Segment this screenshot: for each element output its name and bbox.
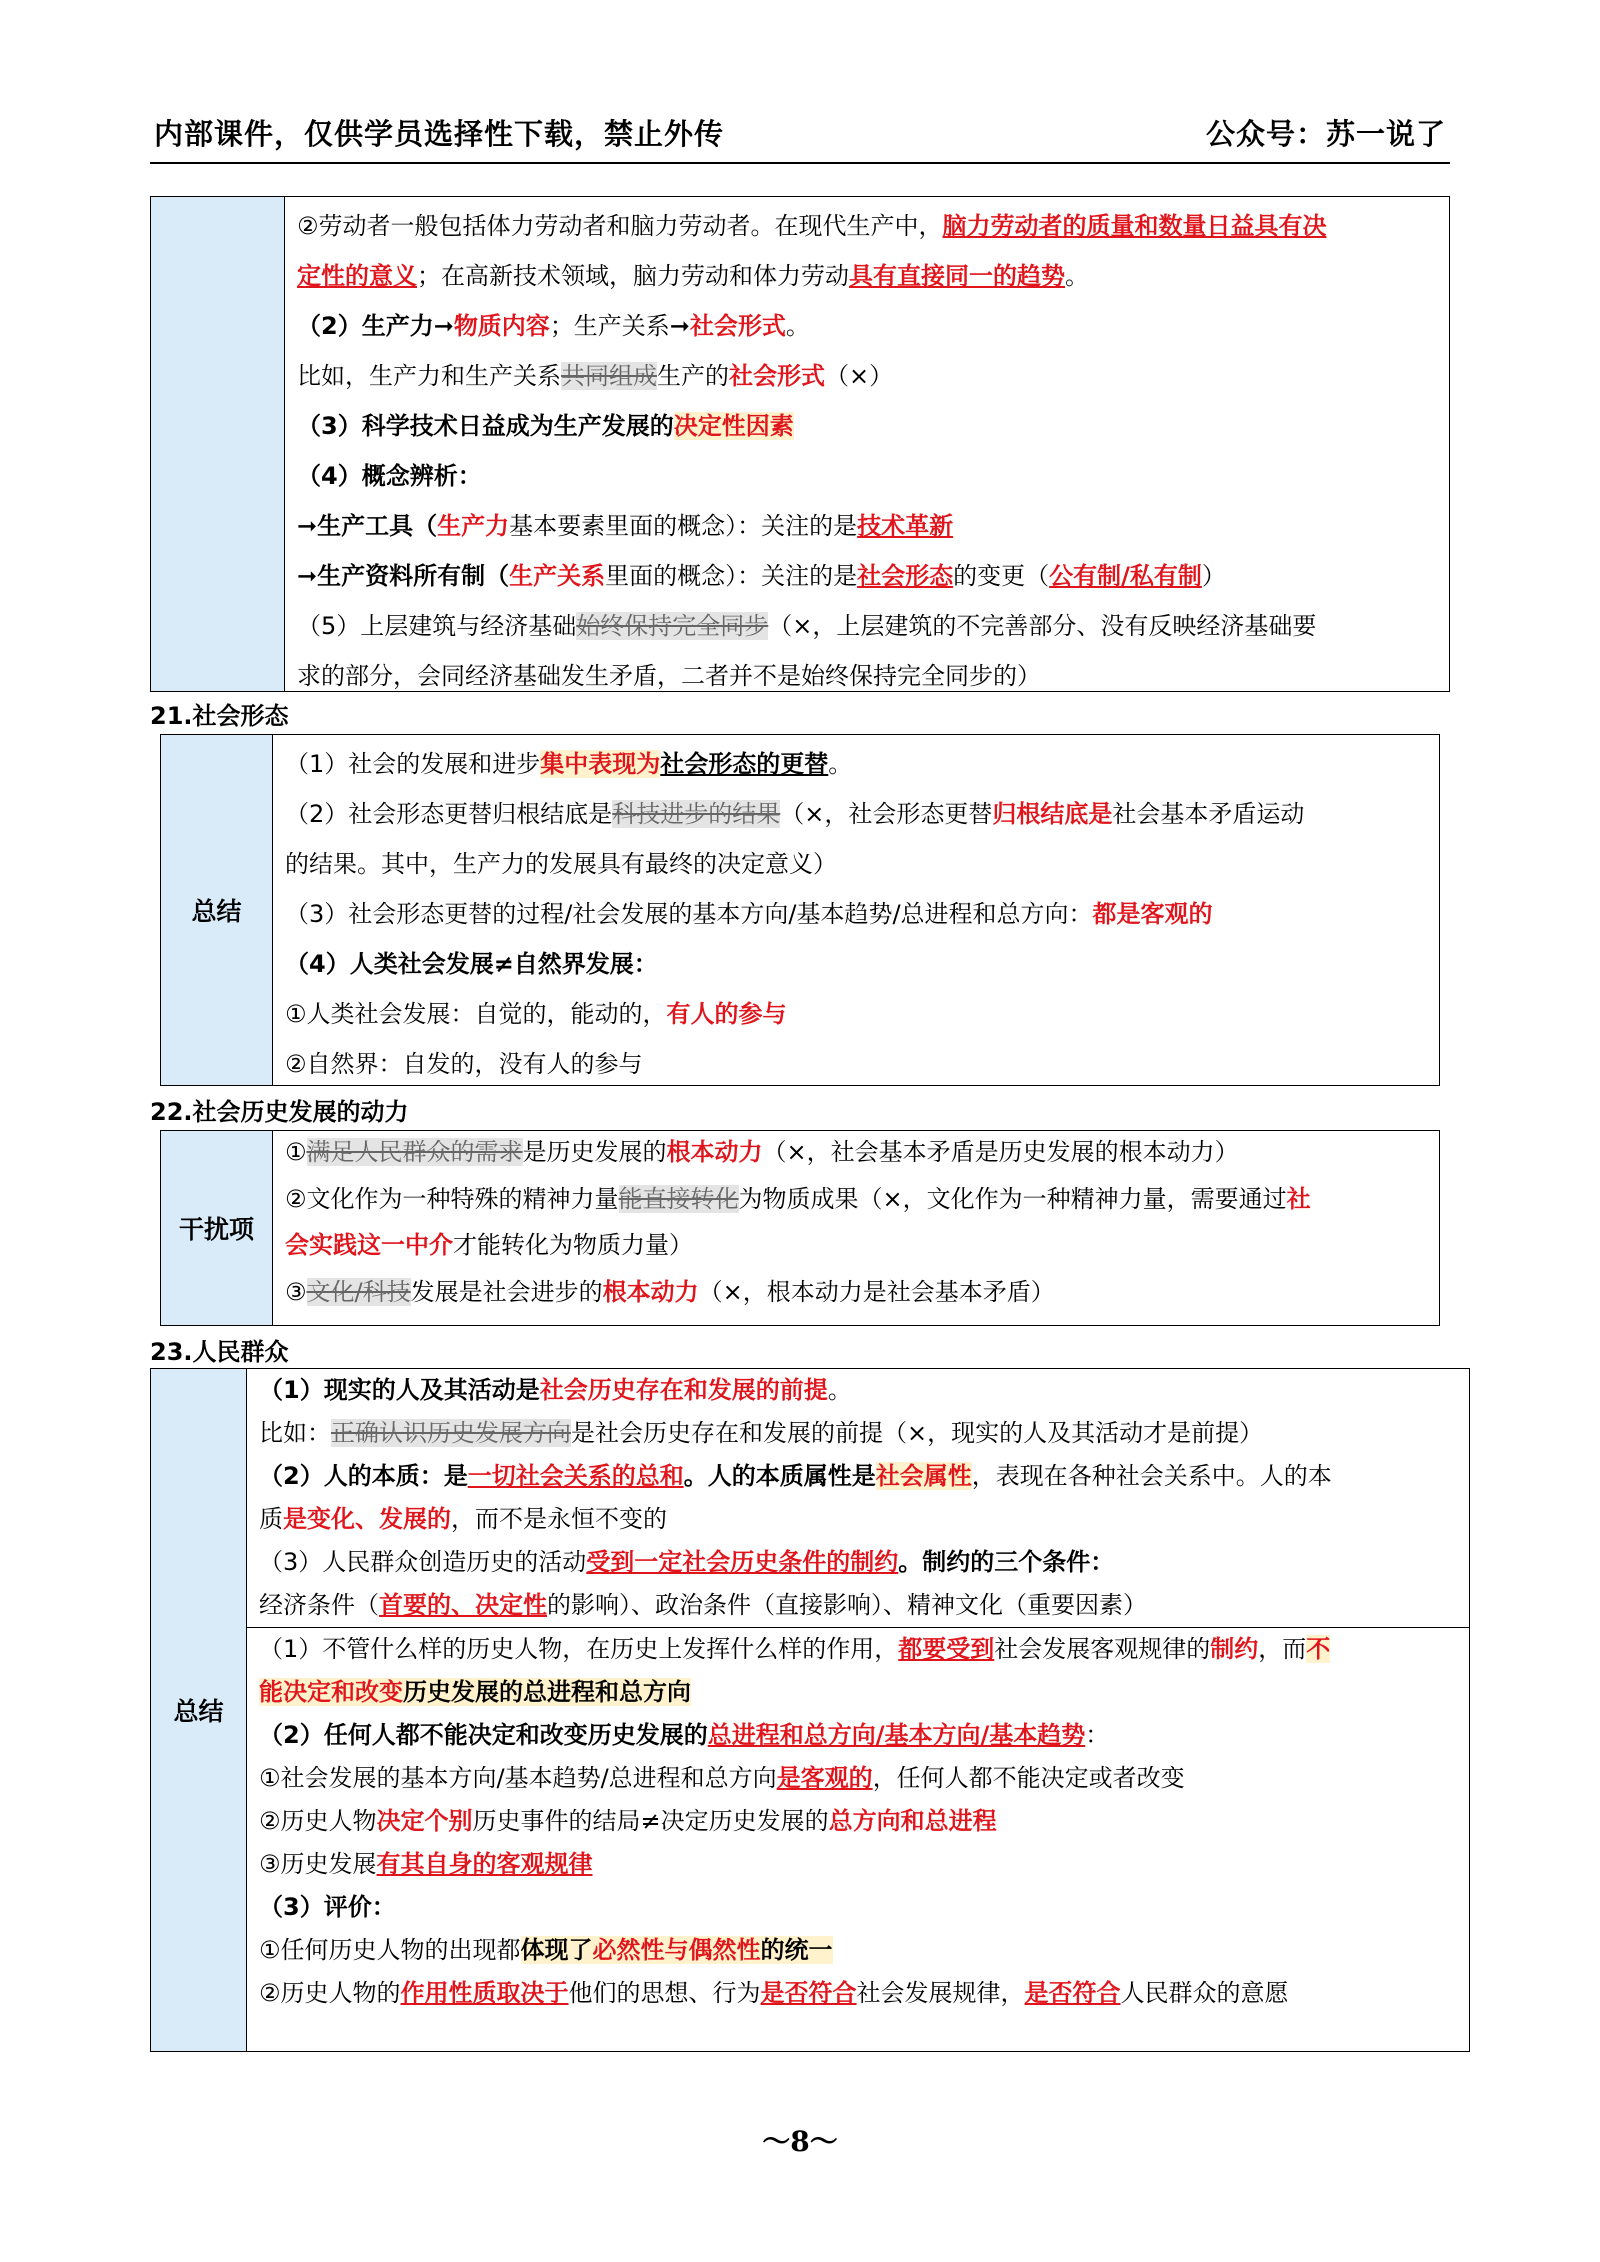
- table-masses: [150, 1368, 1470, 2052]
- header-account: 公众号：苏一说了: [1205, 117, 1446, 151]
- table-driving-force: [160, 1130, 1440, 1326]
- row-label: 总结: [173, 1697, 224, 1726]
- text-line: ③历史发展有其自身的客观规律: [259, 1850, 593, 1878]
- text-line: ➞生产工具（生产力基本要素里面的概念）：关注的是技术革新: [297, 512, 954, 540]
- text-line: 会实践这一中介才能转化为物质力量）: [285, 1231, 693, 1259]
- label-cell: [161, 735, 273, 1085]
- text-line: （1）社会的发展和进步集中表现为社会形态的更替。: [285, 750, 853, 778]
- header-title: 内部课件，仅供学员选择性下载，禁止外传: [154, 117, 725, 151]
- text-line: ①满足人民群众的需求是历史发展的根本动力（×，社会基本矛盾是历史发展的根本动力）: [285, 1138, 1239, 1166]
- text-line: （1）不管什么样的历史人物，在历史上发挥什么样的作用，都要受到社会发展客观规律的制约，而不: [259, 1635, 1331, 1663]
- page-number: ～8～: [762, 2125, 838, 2158]
- text-line: ①任何历史人物的出现都体现了必然性与偶然性的统一: [259, 1936, 833, 1964]
- row-label: 干扰项: [178, 1215, 254, 1244]
- section-heading-21: 21.社会形态: [150, 702, 289, 730]
- text-line: （1）现实的人及其活动是社会历史存在和发展的前提。: [259, 1376, 852, 1404]
- text-line: （5）上层建筑与经济基础始终保持完全同步（×，上层建筑的不完善部分、没有反映经济基础要: [297, 612, 1317, 640]
- text-line: （4）人类社会发展≠自然界发展：: [285, 950, 658, 978]
- section-heading-23: 23.人民群众: [150, 1338, 289, 1366]
- text-line: （3）科学技术日益成为生产发展的决定性因素: [297, 412, 794, 440]
- text-line: （3）人民群众创造历史的活动受到一定社会历史条件的制约。制约的三个条件：: [259, 1548, 1115, 1576]
- table-productivity: [150, 196, 1450, 692]
- text-line: （2）生产力➞物质内容；生产关系➞社会形式。: [297, 312, 810, 340]
- text-line: （4）概念辨析：: [297, 462, 482, 490]
- text-line: 求的部分，会同经济基础发生矛盾，二者并不是始终保持完全同步的）: [297, 662, 1041, 690]
- text-line: ②自然界：自发的，没有人的参与: [285, 1050, 643, 1078]
- text-line: （2）社会形态更替归根结底是科技进步的结果（×，社会形态更替归根结底是社会基本矛盾运动: [285, 800, 1305, 828]
- table-social-form: [160, 734, 1440, 1086]
- text-line: ③文化/科技发展是社会进步的根本动力（×，根本动力是社会基本矛盾）: [285, 1278, 1055, 1306]
- content-cell: [273, 735, 1439, 1085]
- text-line: ②文化作为一种特殊的精神力量能直接转化为物质成果（×，文化作为一种精神力量，需要通过社: [285, 1185, 1311, 1213]
- text-line: （2）人的本质：是一切社会关系的总和。人的本质属性是社会属性，表现在各种社会关系中。人的本: [259, 1462, 1332, 1490]
- page-header: [150, 108, 1450, 164]
- text-line: 能决定和改变历史发展的总进程和总方向: [259, 1678, 691, 1706]
- content-cell: [273, 1131, 1439, 1325]
- text-line: （3）社会形态更替的过程/社会发展的基本方向/基本趋势/总进程和总方向：都是客观的: [285, 900, 1213, 928]
- text-line: ②历史人物的作用性质取决于他们的思想、行为是否符合社会发展规律，是否符合人民群众的意愿: [259, 1979, 1289, 2007]
- section-heading-22: 22.社会历史发展的动力: [150, 1098, 409, 1126]
- text-line: （3）评价：: [259, 1893, 396, 1921]
- row-label: 总结: [191, 897, 242, 926]
- label-cell: [151, 1369, 247, 2051]
- text-line: 质是变化、发展的，而不是永恒不变的: [259, 1505, 667, 1533]
- content-cell: [285, 197, 1449, 691]
- label-cell: [151, 197, 285, 691]
- label-cell: [161, 1131, 273, 1325]
- text-line: ①人类社会发展：自觉的，能动的，有人的参与: [285, 1000, 787, 1028]
- text-line: （2）任何人都不能决定和改变历史发展的总进程和总方向/基本方向/基本趋势：: [259, 1721, 1110, 1749]
- text-line: ②劳动者一般包括体力劳动者和脑力劳动者。在现代生产中，脑力劳动者的质量和数量日益具有决: [297, 212, 1327, 240]
- content-cell: [247, 1369, 1469, 2051]
- text-line: 比如：正确认识历史发展方向是社会历史存在和发展的前提（×，现实的人及其活动才是前提）: [259, 1419, 1264, 1447]
- text-line: ②历史人物决定个别历史事件的结局≠决定历史发展的总方向和总进程: [259, 1807, 997, 1835]
- text-line: 经济条件（首要的、决定性的影响）、政治条件（直接影响）、精神文化（重要因素）: [259, 1591, 1147, 1619]
- text-line: 定性的意义；在高新技术领域，脑力劳动和体力劳动具有直接同一的趋势。: [297, 262, 1089, 290]
- text-line: 的结果。其中，生产力的发展具有最终的决定意义）: [285, 850, 837, 878]
- text-line: ➞生产资料所有制（生产关系里面的概念）：关注的是社会形态的变更（公有制/私有制）: [297, 562, 1226, 590]
- text-line: 比如，生产力和生产关系共同组成生产的社会形式（×）: [297, 362, 894, 390]
- text-line: ①社会发展的基本方向/基本趋势/总进程和总方向是客观的，任何人都不能决定或者改变: [259, 1764, 1185, 1792]
